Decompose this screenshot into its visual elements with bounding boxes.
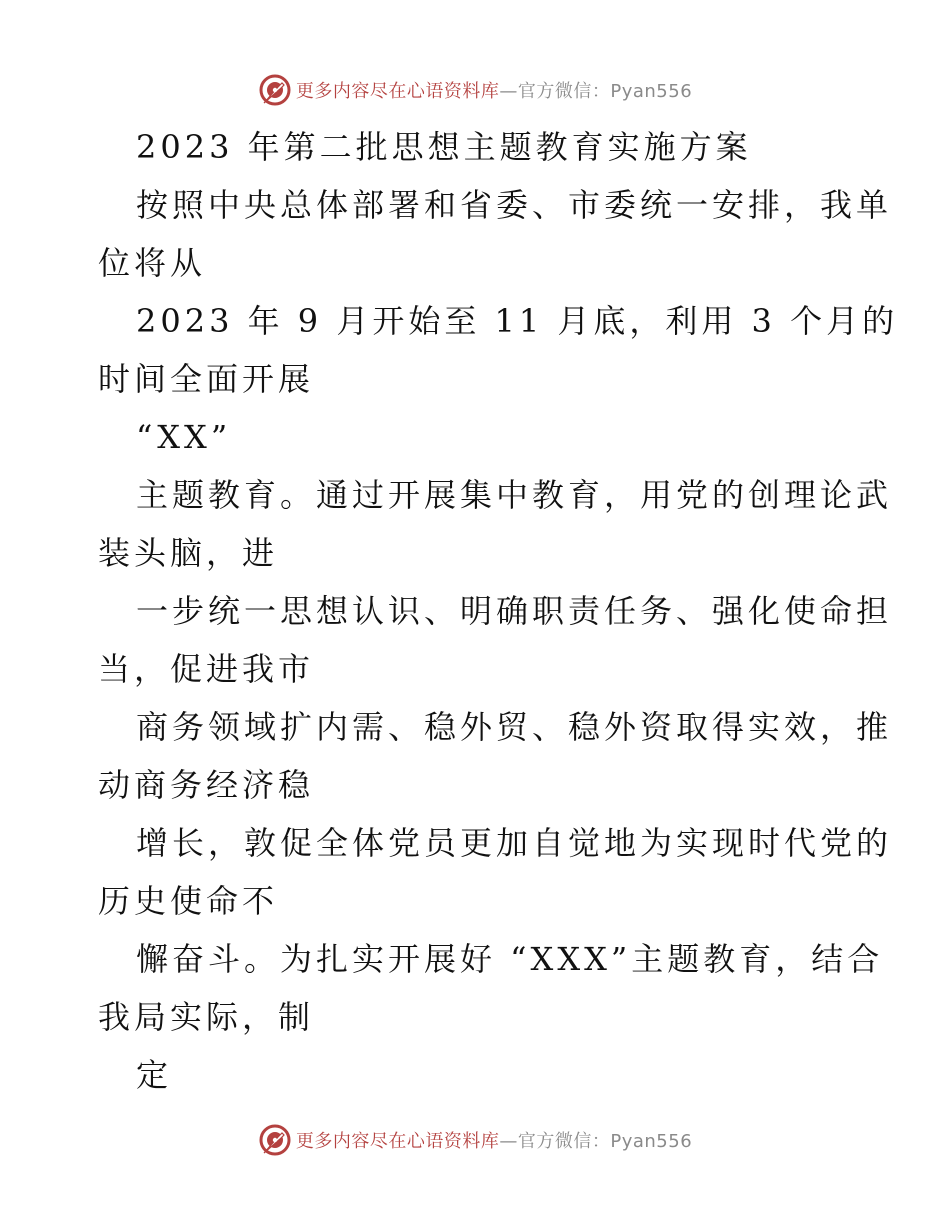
text-line: 装头脑，进: [98, 534, 279, 572]
text-line: 位将从: [98, 244, 207, 282]
text-line: 主题教育。通过开展集中教育，用党的创理论武: [136, 476, 893, 514]
text-line: 懈奋斗。为扎实开展好 “XXX”主题教育，结合: [136, 940, 884, 978]
watermark-text: [296, 1127, 692, 1153]
watermark-footer: [0, 1120, 950, 1160]
quill-logo-icon: [258, 73, 292, 107]
watermark-suffix: 官方微信：Pyan556: [517, 1131, 693, 1152]
text-line: 一步统一思想认识、明确职责任务、强化使命担: [136, 592, 893, 630]
text-line: 2023 年 9 月开始至 11 月底，利用 3 个月的: [136, 302, 899, 340]
watermark-header: [0, 70, 950, 110]
text-line: 按照中央总体部署和省委、市委统一安排，我单: [136, 186, 893, 224]
watermark-text: [296, 77, 692, 103]
document-body: [98, 118, 899, 1104]
text-line: 动商务经济稳: [98, 766, 315, 804]
watermark-prefix: 更多内容尽在心语资料库: [295, 81, 500, 102]
quill-logo-icon: [258, 1123, 292, 1157]
text-line: 当，促进我市: [98, 650, 315, 688]
text-line: “XX”: [136, 418, 232, 456]
text-line: 增长，敦促全体党员更加自觉地为实现时代党的: [136, 824, 893, 862]
watermark-dash: —: [499, 1131, 518, 1152]
watermark-dash: —: [499, 81, 518, 102]
text-line: 我局实际，制: [98, 998, 315, 1036]
watermark-prefix: 更多内容尽在心语资料库: [295, 1131, 500, 1152]
text-line: 历史使命不: [98, 882, 279, 920]
watermark-suffix: 官方微信：Pyan556: [517, 81, 693, 102]
text-line: 商务领域扩内需、稳外贸、稳外资取得实效，推: [136, 708, 893, 746]
text-line: 定: [136, 1056, 173, 1094]
text-line: 时间全面开展: [98, 360, 315, 398]
document-title: 2023 年第二批思想主题教育实施方案: [136, 128, 752, 166]
